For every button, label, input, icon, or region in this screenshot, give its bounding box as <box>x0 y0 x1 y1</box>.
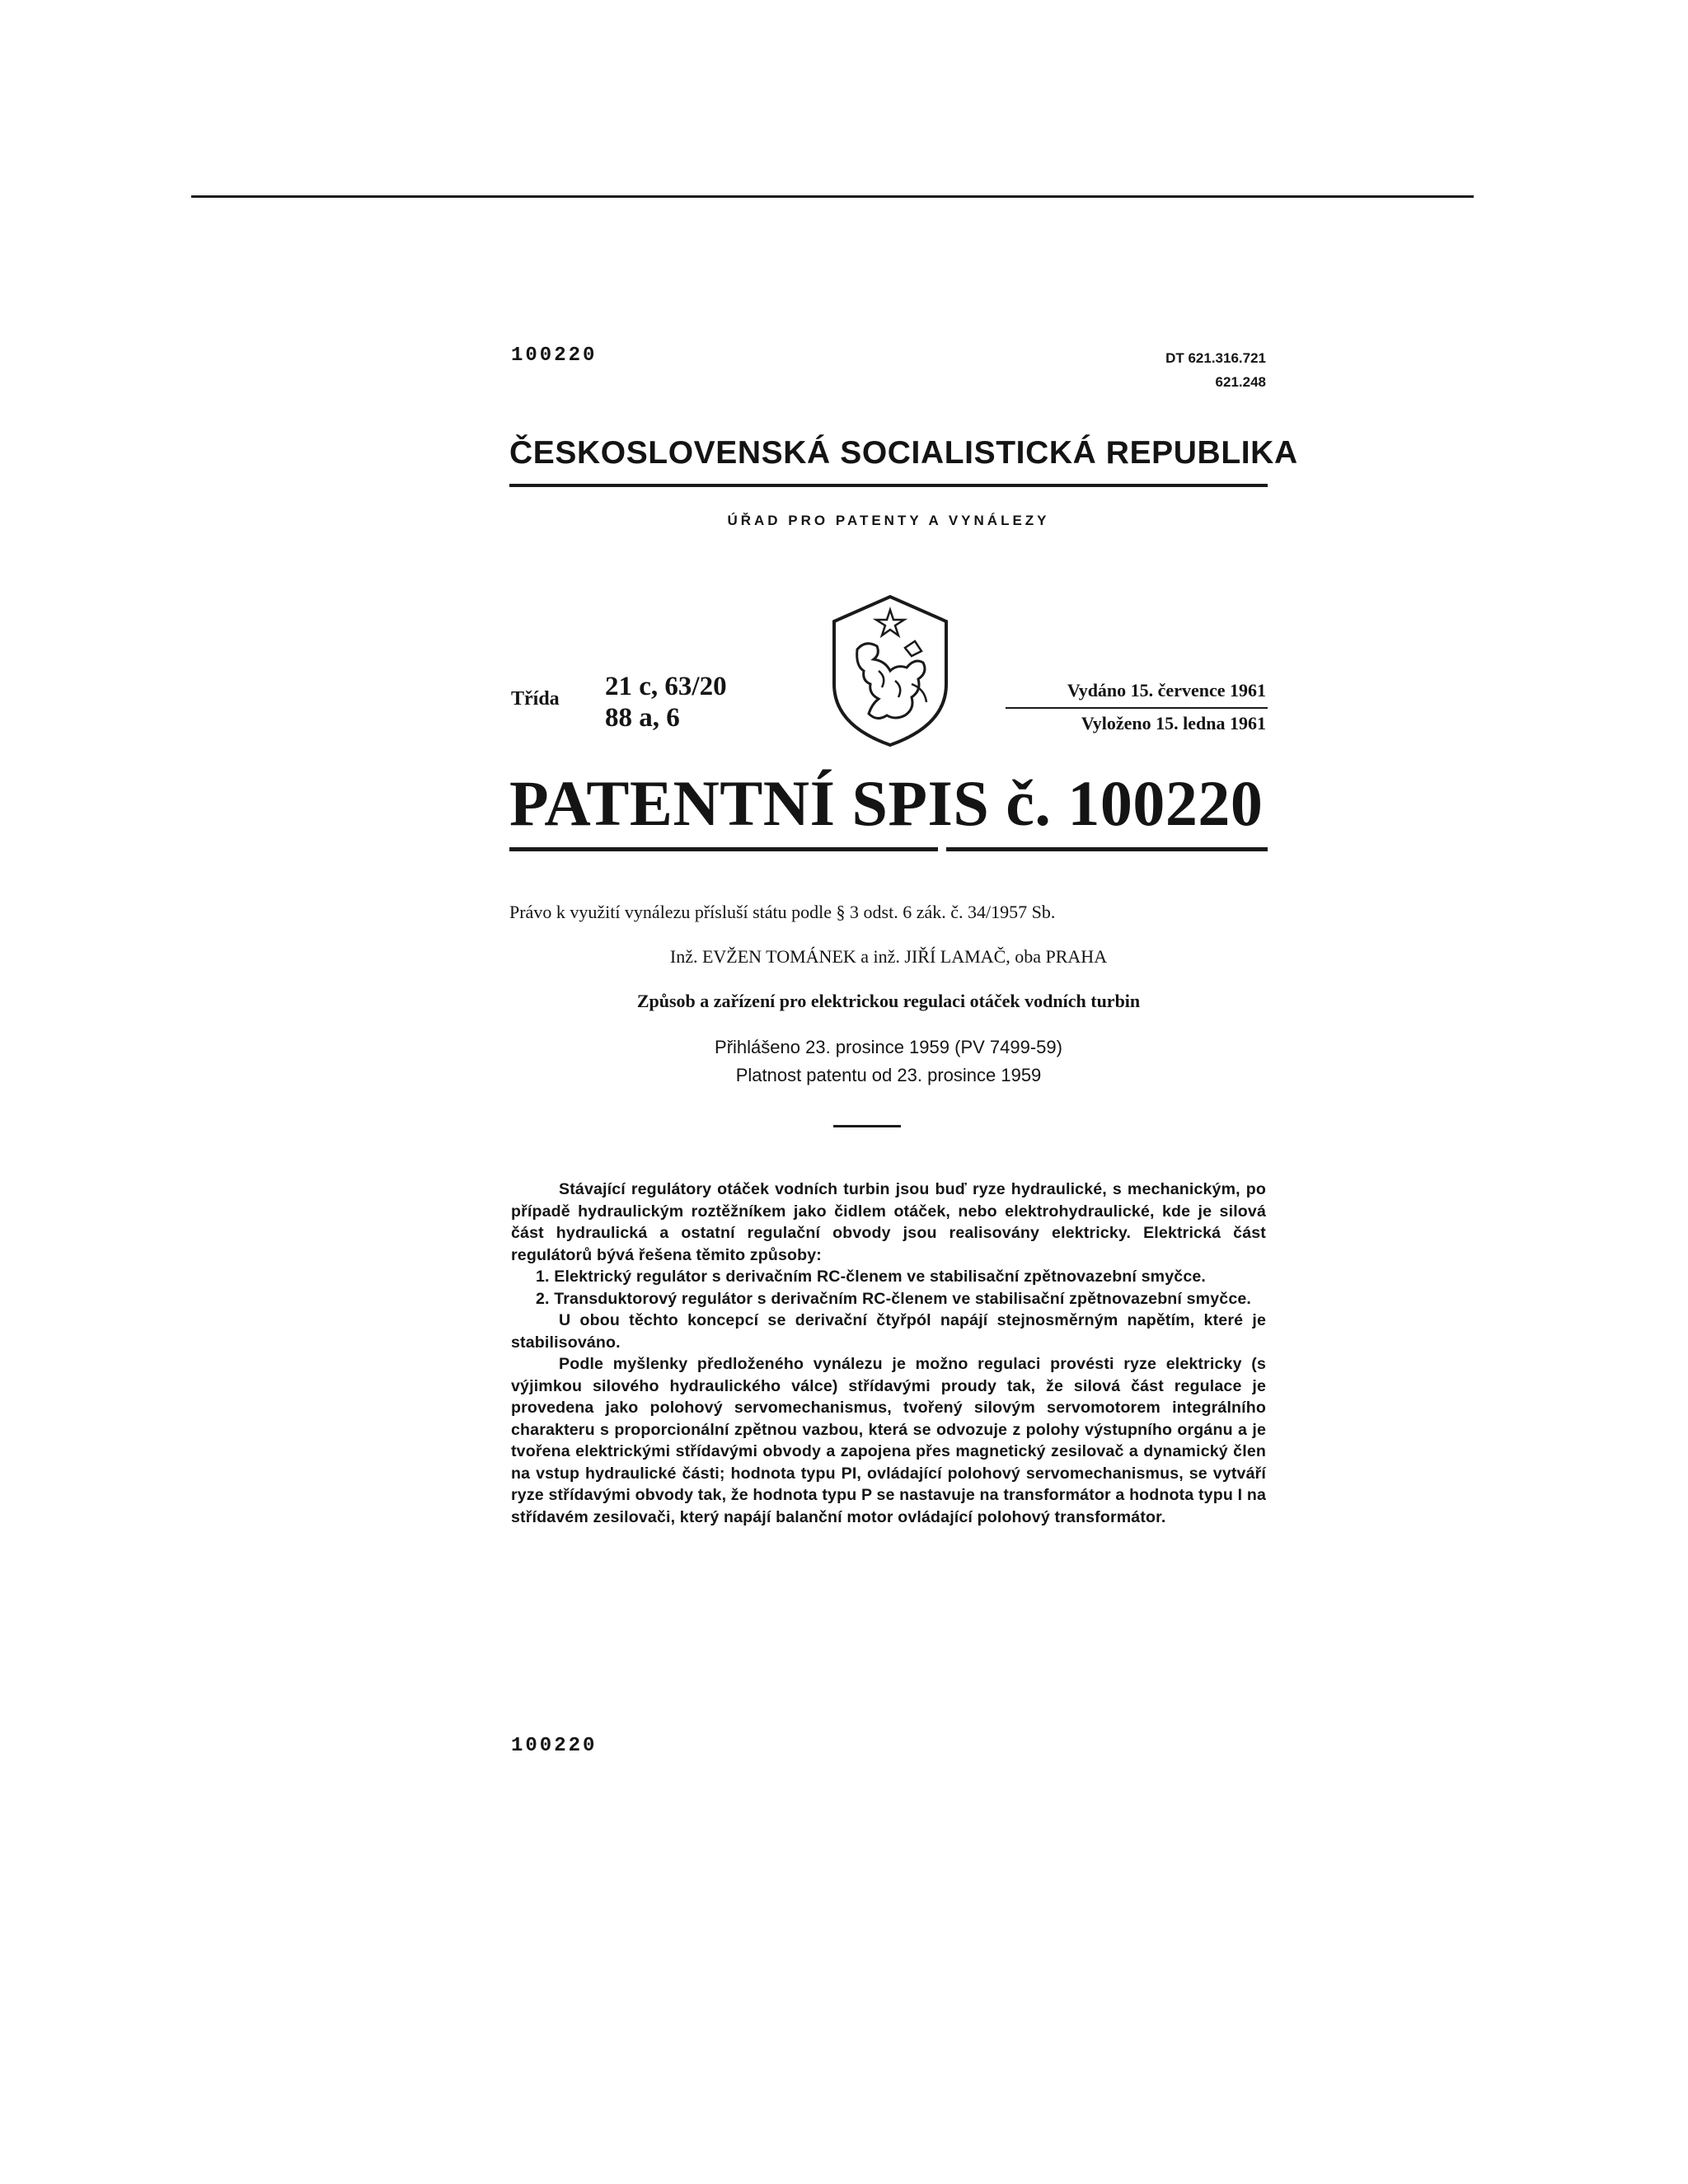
state-emblem-icon <box>829 592 951 748</box>
body-paragraph: U obou těchto koncepcí se derivační čtyřpól napájí stejnosměrným napětím, které je stabilisováno. <box>511 1311 1266 1352</box>
issued-date: Vydáno 15. července 1961 <box>1067 680 1266 701</box>
patent-document <box>509 330 1298 1780</box>
doc-number-bottom: 100220 <box>511 1735 598 1757</box>
body-paragraph: Podle myšlenky předloženého vynálezu je možno regulaci provésti ryze elektricky (s výjimkou silového hydraulického válce) střídavými proudy tak, že silová část regulace je provedena jako polohový servomechanismus, tvořený silovým servomotorem integrálního charakteru s proporcionální zpětnou vazbou, která se odvozuje z polohy výstupního orgánu a je tvořena elektrickými střídavými obvody a zapojena přes magnetický zesilovač a dynamický člen na vstup hydraulické části; hodnota typu PI, ovládající polohový servomechanismus, se vytváří ryze střídavými obvody tak, že hodnota typu P se nastavuje na transformátor a hodnota typu I na střídavém zesilovači, který napájí balanční motor ovládající polohový transformátor. <box>511 1355 1266 1526</box>
patent-title: PATENTNÍ SPIS č. 100220 <box>509 767 1264 839</box>
class-code-1: 21 c, 63/20 <box>605 672 727 701</box>
invention-title: Způsob a zařízení pro elektrickou regulaci otáček vodních turbin <box>636 991 1141 1011</box>
body-paragraph: 1. Elektrický regulátor s derivačním RC-členem ve stabilisační zpětnovazební smyčce. <box>536 1268 1207 1286</box>
class-label: Třída <box>511 688 560 710</box>
dt-line-2: 621.248 <box>1215 374 1266 390</box>
class-code-2: 88 a, 6 <box>605 703 680 733</box>
laid-open-date: Vyloženo 15. ledna 1961 <box>1081 713 1266 733</box>
body-paragraph: Stávající regulátory otáček vodních turbin jsou buď ryze hydraulické, s mechanickým, po případě hydraulickým roztěžníkem jako čidlem otáček, nebo elektrohydraulické, kde je silová část hydraulická a ostatní regulační obvody jsou realisovány elektricky. Elektrická část regulátorů bývá řešena těmito způsoby: <box>511 1180 1266 1264</box>
doc-number-top: 100220 <box>511 344 598 367</box>
country-heading: ČESKOSLOVENSKÁ SOCIALISTICKÁ REPUBLIKA <box>509 435 1298 471</box>
dt-line-1: DT 621.316.721 <box>1165 350 1266 366</box>
office-heading: ÚŘAD PRO PATENTY A VYNÁLEZY <box>727 513 1050 528</box>
patent-body <box>511 1179 1266 1528</box>
dt-classification <box>1165 346 1266 394</box>
top-rule <box>191 195 1474 198</box>
title-rule-right <box>946 847 1268 851</box>
patent-validity: Platnost patentu od 23. prosince 1959 <box>735 1065 1042 1085</box>
section-divider <box>833 1125 901 1127</box>
inventors: Inž. EVŽEN TOMÁNEK a inž. JIŘÍ LAMAČ, oba PRAHA <box>669 946 1108 967</box>
title-rule-left <box>509 847 938 851</box>
filing-info: Přihlášeno 23. prosince 1959 (PV 7499-59) <box>715 1037 1062 1057</box>
country-rule <box>509 484 1268 487</box>
class-codes <box>605 671 727 733</box>
body-paragraph: 2. Transduktorový regulátor s derivačním RC-členem ve stabilisační zpětnovazební smyčce. <box>536 1289 1252 1308</box>
usage-right-statement: Právo k využití vynálezu přísluší státu podle § 3 odst. 6 zák. č. 34/1957 Sb. <box>509 902 1056 922</box>
dates-rule <box>1006 707 1268 709</box>
